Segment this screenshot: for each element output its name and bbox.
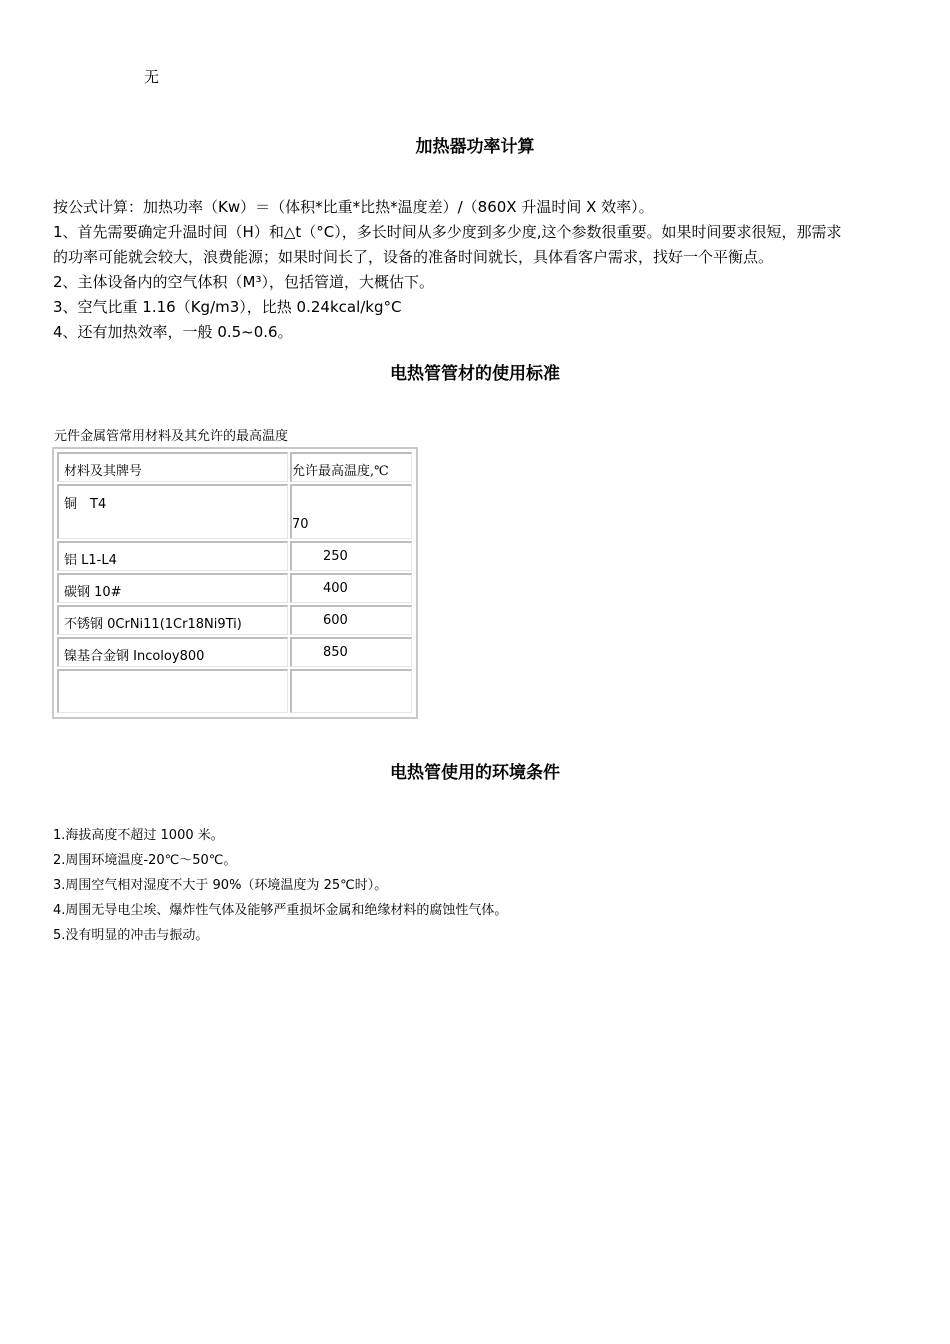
table-row: 400 — [290, 573, 412, 603]
step2-line: 2、主体设备内的空气体积（M³），包括管道，大概估下。 — [53, 273, 435, 291]
table-row: 250 — [290, 541, 412, 571]
step3-line: 3、空气比重 1.16（Kg/m3），比热 0.24kcal/kg°C — [53, 298, 402, 316]
step4-line: 4、还有加热效率，一般 0.5~0.6。 — [53, 323, 293, 341]
table-row-empty — [57, 669, 288, 713]
header-char: 无 — [144, 68, 160, 86]
table-row-empty — [290, 669, 412, 713]
table-row: 铝 L1-L4 — [57, 541, 288, 571]
table-header-temp: 允许最高温度,℃ — [290, 452, 412, 482]
formula-line: 按公式计算：加热功率（Kw）＝（体积*比重*比热*温度差）/（860X 升温时间 X 效率）。 — [53, 198, 654, 216]
table-caption: 元件金属管常用材料及其允许的最高温度 — [54, 429, 289, 444]
step1-line-a: 1、首先需要确定升温时间（H）和△t（°C），多长时间从多少度到多少度,这个参数很重要。如果时间要求很短，那需求 — [53, 223, 842, 241]
env-item-1: 1.海拔高度不超过 1000 米。 — [53, 828, 224, 843]
table-row: 850 — [290, 637, 412, 667]
table-header-material: 材料及其牌号 — [57, 452, 288, 482]
env-item-4: 4.周围无导电尘埃、爆炸性气体及能够严重损坏金属和绝缘材料的腐蚀性气体。 — [53, 903, 508, 918]
table-row: 600 — [290, 605, 412, 635]
table-row: 镍基合金钢 Incoloy800 — [57, 637, 288, 667]
env-item-5: 5.没有明显的冲击与振动。 — [53, 928, 209, 943]
materials-table — [52, 447, 418, 719]
step1-line-b: 的功率可能就会较大，浪费能源；如果时间长了，设备的准备时间就长，具体看客户需求，找好一个平衡点。 — [53, 248, 774, 266]
table-row: 70 — [290, 484, 412, 539]
section-title-power-calc: 加热器功率计算 — [415, 137, 535, 157]
env-item-3: 3.周围空气相对湿度不大于 90%（环境温度为 25℃时）。 — [53, 878, 388, 893]
table-row: 碳钢 10# — [57, 573, 288, 603]
section-title-environment: 电热管使用的环境条件 — [390, 763, 560, 783]
env-item-2: 2.周围环境温度-20℃～50℃。 — [53, 853, 237, 868]
section-title-materials: 电热管管材的使用标准 — [390, 364, 560, 384]
table-row: 铜 T4 — [57, 484, 288, 539]
table-row: 不锈钢 0CrNi11(1Cr18Ni9Ti) — [57, 605, 288, 635]
